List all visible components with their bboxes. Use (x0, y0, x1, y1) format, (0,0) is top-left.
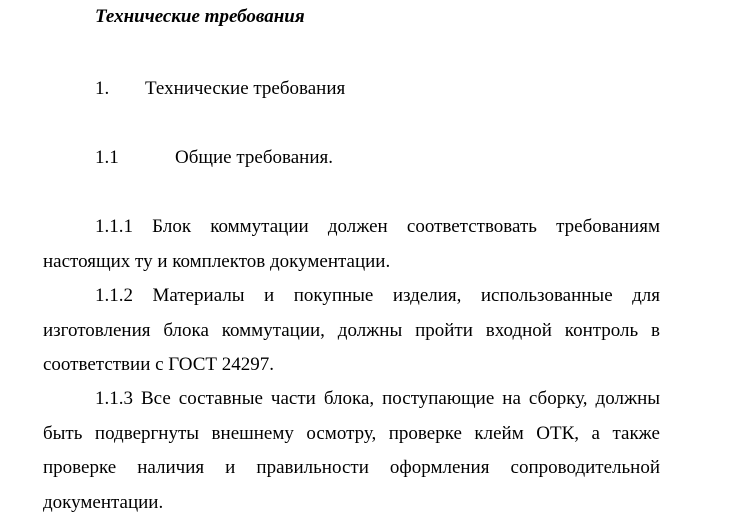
section-number: 1. (95, 78, 110, 99)
document-title: Технические требования (95, 6, 305, 27)
section-title: Технические требования (145, 78, 346, 99)
paragraph-1-1-1: 1.1.1 Блок коммутации должен соответствовать требованиям настоящих ту и комплектов документации. (43, 216, 660, 272)
subsection-title: Общие требования. (175, 147, 333, 168)
paragraph-1-1-2: 1.1.2 Материалы и покупные изделия, использованные для изготовления блока коммутации, должны пройти входной контроль в соответствии с ГОСТ 24297. (43, 285, 660, 375)
subsection-number: 1.1 (95, 147, 119, 168)
paragraph-1-1-3: 1.1.3 Все составные части блока, поступающие на сборку, должны быть подвергнуты внешнему осмотру, проверке клейм ОТК, а также проверке наличия и правильности оформления сопроводительной документации. (43, 388, 660, 513)
